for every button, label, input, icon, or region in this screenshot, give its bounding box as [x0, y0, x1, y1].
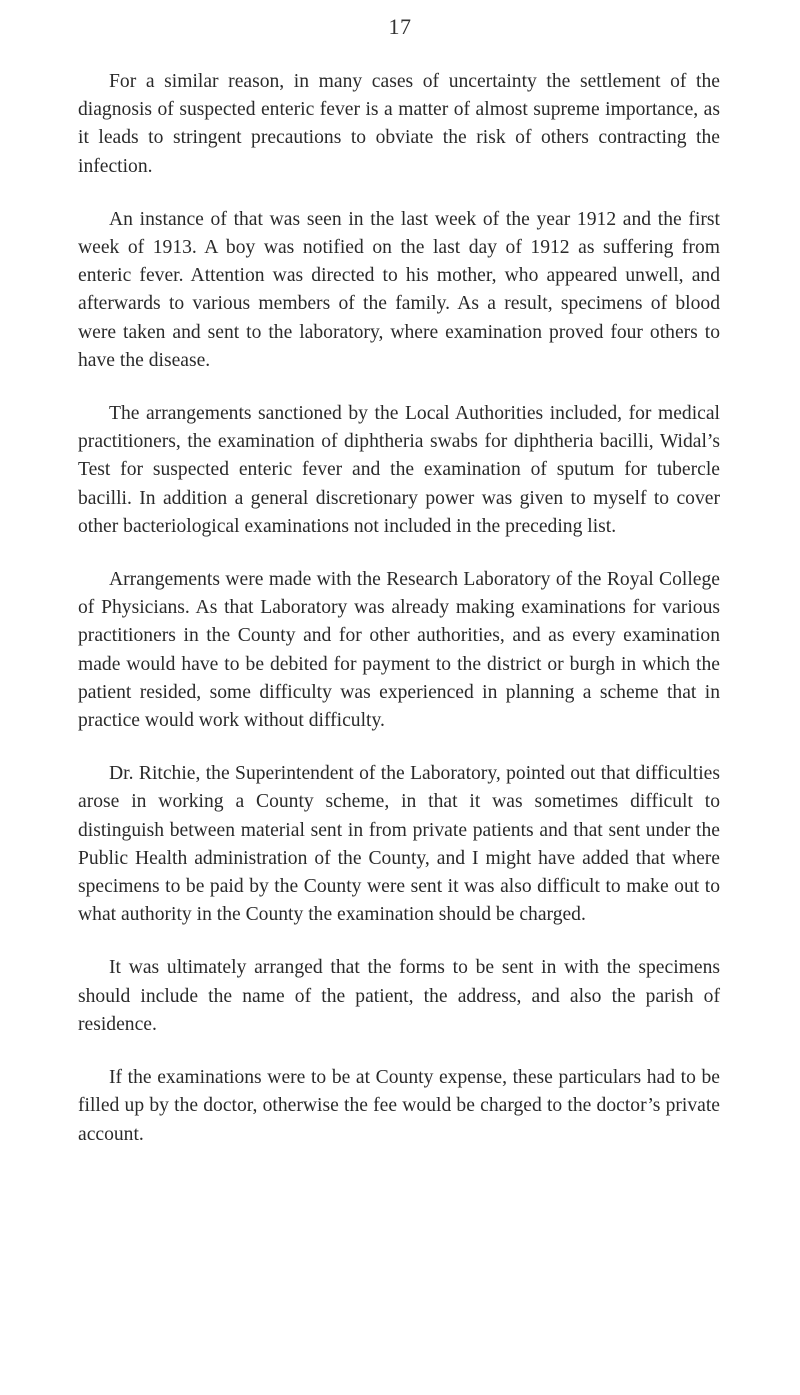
- paragraph-3: The arrangements sanctioned by the Local Authorities included, for medical practitioners, the examination of diphtheria swabs for diphtheria bacilli, Widal’s Test for suspected enteric fever and the examination of sputum for tubercle bacilli. In addition a general discretionary power was given to myself to cover other bacteriological examinations not included in the preceding list.: [78, 403, 720, 537]
- page-number: 17: [388, 14, 412, 39]
- paragraph-6: It was ultimately arranged that the forms to be sent in with the specimens should include the name of the patient, the address, and also the parish of residence.: [78, 957, 720, 1035]
- paragraph-2: An instance of that was seen in the last week of the year 1912 and the first week of 1913. A boy was notified on the last day of 1912 as suffering from enteric fever. Attention was directed to his mother, who appeared unwell, and afterwards to various members of the family. As a result, specimens of blood were taken and sent to the laboratory, where examination proved four others to have the disease.: [78, 208, 720, 371]
- paragraph-7: If the examinations were to be at County expense, these particulars had to be filled up by the doctor, otherwise the fee would be charged to the doctor’s private account.: [78, 1067, 720, 1145]
- paragraph-5: Dr. Ritchie, the Superintendent of the Laboratory, pointed out that difficulties arose in working a County scheme, in that it was sometimes difficult to distinguish between material sent in from private patients and that sent under the Public Health administration of the County, and I might have added that where specimens to be paid by the County were sent it was also difficult to make out to what authority in the County the examination should be charged.: [78, 763, 720, 926]
- paragraph-1: For a similar reason, in many cases of uncertainty the settlement of the diagnosis of suspected enteric fever is a matter of almost supreme importance, as it leads to stringent precautions to obviate the risk of others contracting the infection.: [78, 71, 720, 177]
- document-body: [78, 68, 720, 1174]
- paragraph-4: Arrangements were made with the Research Laboratory of the Royal College of Physicians. As that Laboratory was already making examinations for various practitioners in the County and for other authorities, and as every examination made would have to be debited for payment to the district or burgh in which the patient resided, some difficulty was experienced in planning a scheme that in practice would work without difficulty.: [78, 569, 720, 732]
